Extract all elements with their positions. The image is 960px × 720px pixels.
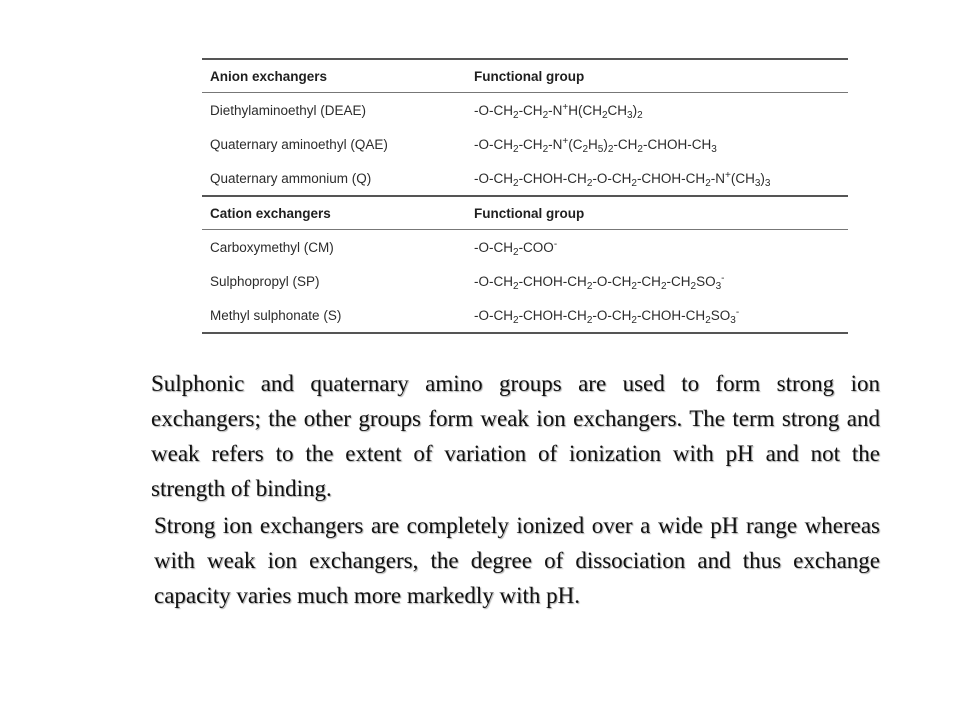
ion-exchanger-table	[202, 58, 848, 334]
table-row	[202, 230, 848, 265]
exchanger-name: Quaternary aminoethyl (QAE)	[210, 136, 388, 152]
cation-header-row	[202, 196, 848, 230]
functional-group-formula: $-O-CH_2-CHOH-CH_2-O-CH_2-CHOH-CH_2SO_3^-$	[466, 298, 848, 333]
table-row	[202, 93, 848, 128]
anion-header-row	[202, 59, 848, 93]
exchanger-name: Carboxymethyl (CM)	[210, 239, 334, 255]
functional-group-header: Functional group	[466, 59, 848, 93]
exchanger-name: Diethylaminoethyl (DEAE)	[210, 102, 367, 118]
anion-exchangers-header: Anion exchangers	[202, 59, 466, 93]
cation-exchangers-header: Cation exchangers	[202, 196, 466, 230]
functional-group-formula: $-O-CH_2-CH_2-N^+H(CH_2CH_3)_2$	[474, 101, 643, 121]
table-row	[202, 161, 848, 196]
table-row	[202, 264, 848, 298]
functional-group-formula: $-O-CH_2-COO^-$	[474, 238, 558, 258]
strong-weak-explanation-paragraph: Sulphonic and quaternary amino groups are used to form strong ion exchangers; the other groups form weak ion exchangers. The term strong and weak refers to the extent of variation of ionization with pH and not the strength of binding.	[151, 371, 880, 501]
functional-group-formula: $-O-CH_2-CH_2-N^+(C_2H_5)_2-CH_2-CHOH-CH_3$	[474, 135, 717, 155]
functional-group-formula: $-O-CH_2-CHOH-CH_2-O-CH_2-CH_2-CH_2SO_3^-$	[474, 272, 725, 292]
ionization-paragraph: Strong ion exchangers are completely ionized over a wide pH range whereas with weak ion exchangers, the degree of dissociation and thus exchange capacity varies much more markedly with pH.	[154, 513, 880, 608]
functional-group-formula: $-O-CH_2-CHOH-CH_2-O-CH_2-CHOH-CH_2-N^+(CH_3)_3$	[474, 169, 771, 189]
exchanger-name: Methyl sulphonate (S)	[202, 298, 466, 333]
exchanger-name: Quaternary ammonium (Q)	[210, 170, 372, 186]
functional-group-header: Functional group	[466, 196, 848, 230]
table-row	[202, 127, 848, 161]
table-row	[202, 298, 848, 333]
exchanger-name: Sulphopropyl (SP)	[210, 273, 320, 289]
